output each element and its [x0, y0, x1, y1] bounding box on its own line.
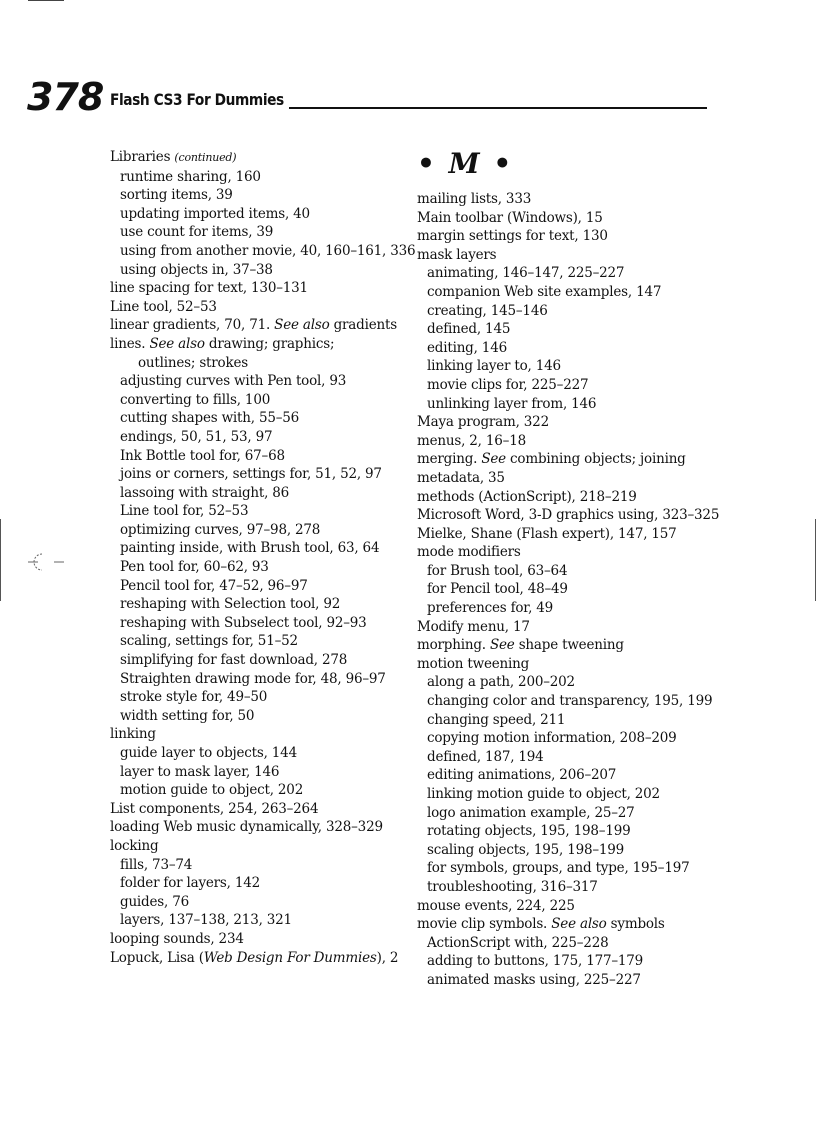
index-main-entry: menus, 2, 16–18 [417, 432, 526, 449]
index-subentry: movie clips for, 225–227 [427, 376, 589, 393]
index-subentry: motion guide to object, 202 [120, 782, 304, 799]
book-title: Web Design For Dummies [203, 949, 377, 966]
index-subentry: stroke style for, 49–50 [120, 689, 268, 706]
index-main-entry: mask layers [417, 246, 497, 263]
index-subentry: Pen tool for, 60–62, 93 [120, 559, 269, 576]
index-subentry: preferences for, 49 [427, 600, 554, 617]
index-subentry: creating, 145–146 [427, 302, 548, 319]
header-rule [289, 107, 707, 109]
entry-text: linear gradients, 70, 71. [110, 317, 275, 334]
index-subentry: animated masks using, 225–227 [427, 971, 641, 988]
index-subentry: painting inside, with Brush tool, 63, 64 [120, 540, 380, 557]
index-subentry: cutting shapes with, 55–56 [120, 410, 300, 427]
index-subentry: adjusting curves with Pen tool, 93 [120, 373, 347, 390]
index-subentry: changing color and transparency, 195, 199 [427, 693, 713, 710]
index-main-entry: looping sounds, 234 [110, 930, 244, 947]
index-subentry: animating, 146–147, 225–227 [427, 265, 625, 282]
index-subentry: along a path, 200–202 [427, 674, 575, 691]
index-subentry: for symbols, groups, and type, 195–197 [427, 860, 690, 877]
index-subentry: adding to buttons, 175, 177–179 [427, 953, 644, 970]
index-main-entry: loading Web music dynamically, 328–329 [110, 819, 383, 836]
index-subentry: outlines; strokes [138, 354, 248, 371]
index-subentry: rotating objects, 195, 198–199 [427, 823, 631, 840]
index-subentry: Pencil tool for, 47–52, 96–97 [120, 577, 308, 594]
index-subentry: reshaping with Subselect tool, 92–93 [120, 614, 367, 631]
left-crop-mark [0, 519, 1, 601]
index-subentry: guides, 76 [120, 893, 189, 910]
index-subentry: linking layer to, 146 [427, 358, 561, 375]
index-main-entry: List components, 254, 263–264 [110, 800, 319, 817]
index-subentry: using objects in, 37–38 [120, 261, 273, 278]
index-column-right [417, 148, 720, 990]
index-subentry: ActionScript with, 225–228 [427, 934, 609, 951]
index-main-entry: metadata, 35 [417, 469, 505, 486]
top-trim-rule [28, 0, 64, 1]
index-subentry: use count for items, 39 [120, 224, 274, 241]
entry-text: merging. [417, 451, 482, 468]
index-subentry: updating imported items, 40 [120, 205, 310, 222]
index-subentry: Straighten drawing mode for, 48, 96–97 [120, 670, 386, 687]
page-number: 378 [27, 75, 104, 119]
index-subentry: scaling objects, 195, 198–199 [427, 841, 625, 858]
index-main-entry [417, 636, 717, 655]
index-main-entry [110, 316, 410, 335]
index-main-entry: Modify menu, 17 [417, 618, 530, 635]
index-subentry: companion Web site examples, 147 [427, 283, 662, 300]
index-main-entry: mouse events, 224, 225 [417, 897, 575, 914]
index-main-entry [417, 915, 717, 934]
index-main-entry: linking [110, 726, 156, 743]
entry-text: morphing. [417, 637, 490, 654]
index-main-entry: line spacing for text, 130–131 [110, 280, 308, 297]
index-subentry: editing animations, 206–207 [427, 767, 617, 784]
cross-reference: See [481, 451, 506, 468]
cross-reference: See also [551, 916, 607, 933]
index-subentry: layer to mask layer, 146 [120, 763, 280, 780]
continued-heading-term: Libraries [110, 149, 171, 165]
continued-heading [110, 148, 410, 168]
index-main-entry: Main toolbar (Windows), 15 [417, 209, 603, 226]
index-subentry: scaling, settings for, 51–52 [120, 633, 298, 650]
index-main-entry: mailing lists, 333 [417, 191, 532, 207]
index-subentry: logo animation example, 25–27 [427, 804, 635, 821]
index-subentry: reshaping with Selection tool, 92 [120, 596, 341, 613]
index-subentry: Line tool for, 52–53 [120, 503, 249, 520]
index-subentry: using from another movie, 40, 160–161, 336 [120, 242, 416, 259]
index-subentry: changing speed, 211 [427, 711, 566, 728]
index-main-entry: locking [110, 837, 159, 854]
index-main-entry [417, 450, 717, 469]
index-subentry: unlinking layer from, 146 [427, 395, 597, 412]
left-entry-list [110, 168, 416, 968]
index-subentry: joins or corners, settings for, 51, 52, 97 [120, 466, 382, 483]
index-subentry: folder for layers, 142 [120, 875, 260, 892]
continued-note: (continued) [174, 151, 237, 164]
section-letter: • M • [417, 147, 514, 180]
cross-reference: See also [274, 317, 330, 334]
index-main-entry: Maya program, 322 [417, 414, 549, 431]
registration-mark-icon [28, 550, 66, 574]
entry-text: shape tweening [514, 637, 624, 654]
index-column-left [110, 148, 416, 967]
index-subentry: editing, 146 [427, 339, 507, 356]
index-subentry: lassoing with straight, 86 [120, 484, 290, 501]
right-entry-list [417, 190, 720, 990]
index-subentry: width setting for, 50 [120, 707, 255, 724]
index-subentry: linking motion guide to object, 202 [427, 786, 660, 802]
index-main-entry: Microsoft Word, 3-D graphics using, 323–325 [417, 507, 720, 524]
entry-text: Lopuck, Lisa ( [110, 949, 204, 966]
index-subentry: for Pencil tool, 48–49 [427, 581, 568, 598]
index-subentry: optimizing curves, 97–98, 278 [120, 521, 321, 538]
index-main-entry [110, 335, 410, 354]
entry-text: drawing; graphics; [204, 335, 335, 352]
index-subentry: sorting items, 39 [120, 187, 233, 204]
index-subentry: endings, 50, 51, 53, 97 [120, 428, 273, 445]
cross-reference: See [489, 637, 515, 654]
index-main-entry: Mielke, Shane (Flash expert), 147, 157 [417, 525, 677, 542]
index-subentry: defined, 145 [427, 321, 511, 338]
entry-text: symbols [606, 916, 665, 933]
cross-reference: See also [149, 335, 205, 352]
index-main-entry [110, 949, 410, 968]
entry-text: gradients [329, 317, 397, 334]
entry-text: combining objects; joining [505, 451, 686, 468]
index-subentry: runtime sharing, 160 [120, 168, 261, 185]
index-subentry: converting to fills, 100 [120, 391, 271, 408]
index-main-entry: motion tweening [417, 655, 530, 672]
index-subentry: layers, 137–138, 213, 321 [120, 912, 292, 929]
index-subentry: guide layer to objects, 144 [120, 745, 297, 761]
index-subentry: troubleshooting, 316–317 [427, 878, 598, 895]
index-main-entry: margin settings for text, 130 [417, 228, 608, 245]
index-main-entry: mode modifiers [417, 544, 521, 561]
index-subentry: Ink Bottle tool for, 67–68 [120, 447, 285, 464]
index-subentry: simplifying for fast download, 278 [120, 652, 348, 669]
index-subentry: copying motion information, 208–209 [427, 730, 677, 747]
index-subentry: defined, 187, 194 [427, 748, 544, 765]
entry-text: lines. [110, 335, 150, 352]
index-main-entry: Line tool, 52–53 [110, 298, 217, 315]
index-subentry: for Brush tool, 63–64 [427, 562, 568, 579]
index-subentry: fills, 73–74 [120, 856, 193, 873]
entry-text: movie clip symbols. [417, 916, 552, 933]
index-main-entry: methods (ActionScript), 218–219 [417, 488, 637, 505]
entry-text: ), 2 [376, 949, 399, 966]
running-head: Flash CS3 For Dummies [110, 90, 284, 109]
